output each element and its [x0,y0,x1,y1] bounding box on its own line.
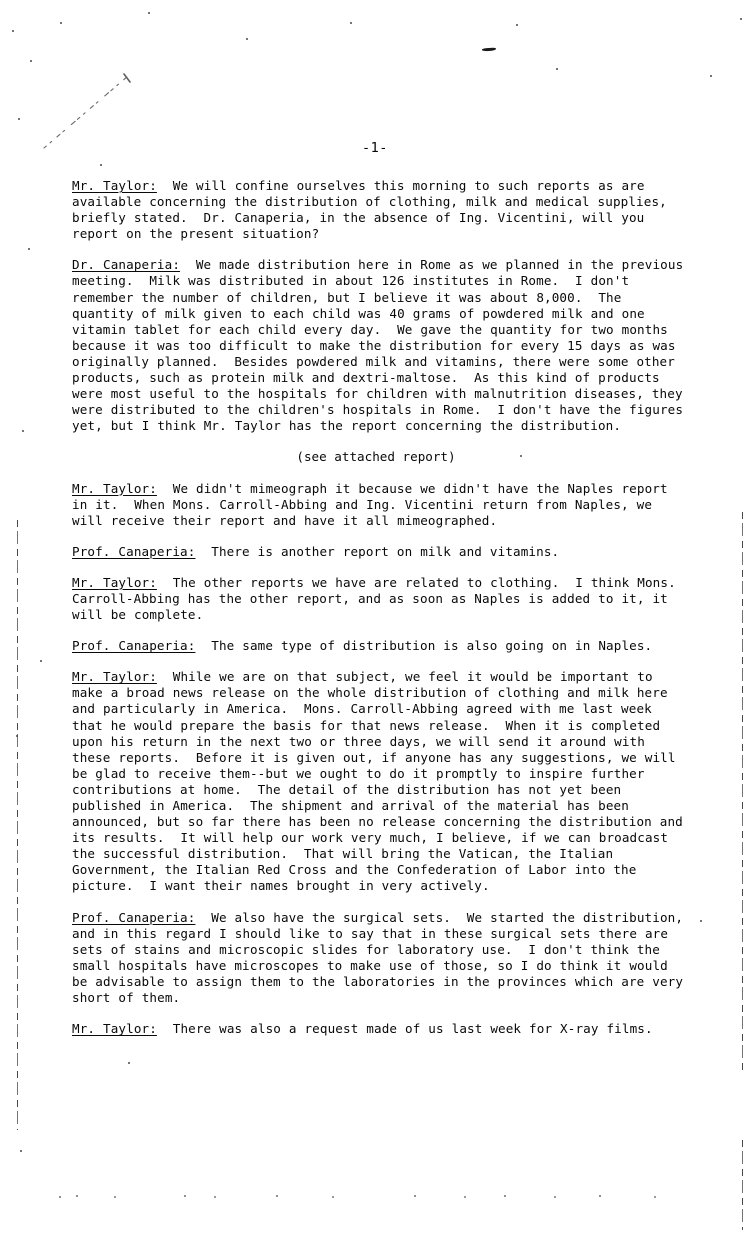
speech-text: There is another report on milk and vitamins. [195,543,560,559]
speaker-label: Mr. Taylor: [72,669,157,685]
ink-dash-mark [482,48,496,52]
speaker-label: Mr. Taylor: [72,574,157,590]
speech-text: There was also a request made of us last week for X-ray films. [156,1021,653,1037]
speech-text: We didn't mimeograph it because we didn't have the Naples report in it. When Mons. Carroll-Abbing and Ing. Vicentini return from Naples, we will receive their report and have it all mimeographed. [72,480,676,528]
speaker-label: Mr. Taylor: [72,480,157,496]
transcript-paragraph [72,1021,690,1037]
speaker-label: Prof. Canaperia: [72,909,196,925]
speech-text: The same type of distribution is also going on in Naples. [195,638,653,654]
transcript-paragraph [72,910,690,1007]
scanner-dust-row [55,1195,695,1199]
speaker-label: Mr. Taylor: [72,178,157,193]
transcript-paragraph [72,257,690,434]
speaker-label: Mr. Taylor: [72,1021,157,1037]
transcript-paragraph [72,178,690,242]
speech-text: While we are on that subject, we feel it would be important to make a broad news release on the whole distribution of clothing and milk here and particularly in America. Mons. Carroll-Abbing agreed with me last week that he would prepare the basis for that news release. When it is completed upon his return in the next two or three days, we will send it around with these reports. Before it is given out, if anyone has any suggestions, we will be glad to receive them--but we ought to do it promptly to inspire further contributions at home. The detail of the distribution has not yet been published in America. The shipment and arrival of the material has been announced, but so far there has been no release concerning the distribution and its results. It will help our work very much, I believe, if we can broadcast the successful distribution. That will bring the Vatican, the Italian Government, the Italian Red Cross and the Confederation of Labor into the picture. I want their names brought in very actively. [72,669,691,894]
speaker-label: Prof. Canaperia: [72,543,196,559]
right-scan-edge-lower [742,1140,743,1230]
typed-transcript [72,140,690,1037]
transcript-paragraph [72,481,690,529]
left-scan-edge [17,520,18,1130]
speech-text: The other reports we have are related to clothing. I think Mons. Carroll-Abbing has the other report, and as soon as Naples is added to it, it will be complete. [72,574,684,623]
transcript-paragraph [72,575,690,623]
transcript-paragraph [72,638,690,654]
page-number: -1- [362,140,388,156]
speaker-label: Dr. Canaperia: [72,257,181,273]
speaker-label: Prof. Canaperia: [72,638,196,654]
attached-report-note: (see attached report) [296,449,456,465]
speech-text: We also have the surgical sets. We started the distribution, and in this regard I should like to say that in these surgical sets there are sets of stains and microscopic slides for laboratory use. I don't think the small hospitals have microscopes to make use of those, so I do think it would be advisable to assign them to the laboratories in the provinces which are very short of them. [72,909,691,1006]
speech-text: We made distribution here in Rome as we planned in the previous meeting. Milk was distributed in about 126 institutes in Rome. I don't remember the number of children, but I believe it was about 8,000. The quantity of milk given to each child was 40 grams of powdered milk and one vitamin tablet for each child every day. We gave the quantity for two months because it was too difficult to make the distribution for every 15 days as was originally planned. Besides powdered milk and vitamins, there were some other products, such as protein milk and dextri-maltose. As this kind of products were most useful to the hospitals for children with malnutrition diseases, they were distributed to the children's hospitals in Rome. I don't have the figures yet, but I think Mr. Taylor has the report concerning the distribution. [72,257,692,434]
speech-text: We will confine ourselves this morning to such reports as are available concerning the distribution of clothing, milk and medical supplies, briefly stated. Dr. Canaperia, in the absence of Ing. Vicentini, will you report on the present situation? [72,178,675,242]
transcript-paragraph [72,544,690,560]
transcript-paragraph [72,669,690,894]
right-scan-edge [742,512,743,1072]
